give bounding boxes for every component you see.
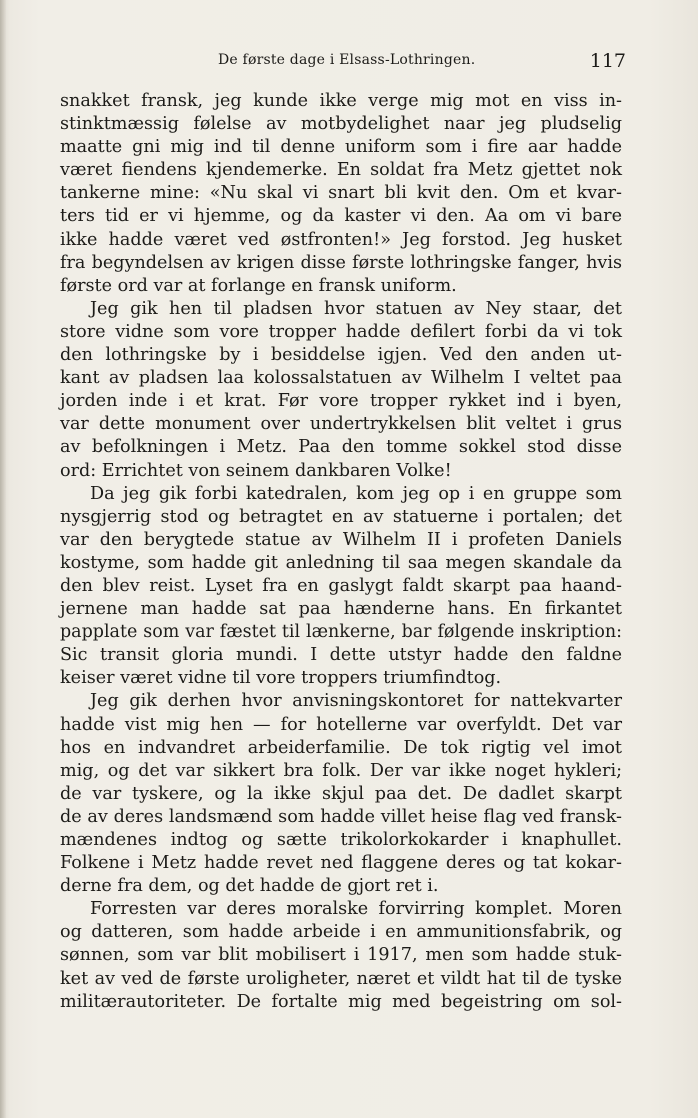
text-line: Da jeg gik forbi katedralen, kom jeg op i en gruppe som (90, 483, 622, 504)
text-line: mig, og det var sikkert bra folk. Der var ikke noget hykleri; (60, 760, 622, 781)
page-number: 117 (589, 50, 626, 72)
text-line: første ord var at forlange en fransk uniform. (60, 275, 457, 296)
text-line: derne fra dem, og det hadde de gjort ret i. (60, 876, 439, 897)
text-line: var dette monument over undertrykkelsen blit veltet i grus (60, 414, 622, 435)
text-line: Sic transit gloria mundi. I dette utstyr hadde den faldne (60, 645, 622, 666)
body-text (60, 90, 622, 1014)
text-line: været fiendens kjendemerke. En soldat fra Metz gjettet nok (60, 160, 622, 181)
text-line: Jeg gik hen til pladsen hvor statuen av Ney staar, det (90, 298, 622, 319)
text-line: ket av ved de første uroligheter, næret et vildt hat til de tyske (60, 968, 622, 989)
text-line: den blev reist. Lyset fra en gaslygt faldt skarpt paa haand- (60, 575, 622, 596)
text-line: ord: Errichtet von seinem dankbaren Volke! (60, 460, 452, 481)
text-line: fra begyndelsen av krigen disse første lothringske fanger, hvis (60, 252, 622, 273)
text-line: stinktmæssig følelse av motbydelighet naar jeg pludselig (60, 114, 622, 135)
text-line: de av deres landsmænd som hadde villet heise flag ved fransk- (60, 806, 622, 827)
text-line: kant av pladsen laa kolossalstatuen av Wilhelm I veltet paa (60, 368, 622, 389)
text-line: jernene man hadde sat paa hænderne hans. En firkantet (60, 599, 622, 620)
text-line: jorden inde i et krat. Før vore tropper rykket ind i byen, (60, 391, 622, 412)
text-line: av befolkningen i Metz. Paa den tomme sokkel stod disse (60, 437, 622, 458)
text-line: store vidne som vore tropper hadde defilert forbi da vi tok (60, 321, 622, 342)
text-line: og datteren, som hadde arbeide i en ammunitionsfabrik, og (60, 922, 622, 943)
text-line: snakket fransk, jeg kunde ikke verge mig mot en viss in- (60, 91, 622, 111)
text-line: keiser været vidne til vore troppers triumfindtog. (60, 668, 502, 689)
text-line: hadde vist mig hen — for hotellerne var overfyldt. Det var (60, 714, 622, 735)
running-title: De første dage i Elsass-Lothringen. (218, 52, 476, 68)
text-line: Jeg gik derhen hvor anvisningskontoret for nattekvarter (90, 691, 622, 712)
text-line: den lothringske by i besiddelse igjen. Ved den anden ut- (60, 345, 622, 366)
text-line: militærautoriteter. De fortalte mig med begeistring om sol- (60, 991, 622, 1012)
text-line: ikke hadde været ved østfronten!» Jeg forstod. Jeg husket (60, 229, 622, 250)
text-line: Forresten var deres moralske forvirring komplet. Moren (90, 899, 622, 920)
text-line: kostyme, som hadde git anledning til saa megen skandale da (60, 552, 622, 573)
text-line: hos en indvandret arbeiderfamilie. De tok rigtig vel imot (60, 737, 622, 758)
text-line: maatte gni mig ind til denne uniform som i fire aar hadde (60, 137, 622, 158)
page-edge (0, 0, 6, 1118)
text-line: de var tyskere, og la ikke skjul paa det. De dadlet skarpt (60, 783, 622, 804)
text-line: sønnen, som var blit mobilisert i 1917, men som hadde stuk- (60, 945, 622, 966)
text-line: tankerne mine: «Nu skal vi snart bli kvit den. Om et kvar- (60, 183, 622, 204)
text-line: nysgjerrig stod og betragtet en av statuerne i portalen; det (60, 506, 622, 527)
text-line: ters tid er vi hjemme, og da kaster vi den. Aa om vi bare (60, 206, 622, 227)
text-line: var den berygtede statue av Wilhelm II i profeten Daniels (60, 529, 622, 550)
text-line: mændenes indtog og sætte trikolorkokarder i knaphullet. (60, 830, 622, 850)
text-line: papplate som var fæstet til lænkerne, bar følgende inskription: (60, 622, 622, 643)
running-head (60, 50, 626, 76)
text-line: Folkene i Metz hadde revet ned flaggene deres og tat kokar- (60, 853, 622, 874)
